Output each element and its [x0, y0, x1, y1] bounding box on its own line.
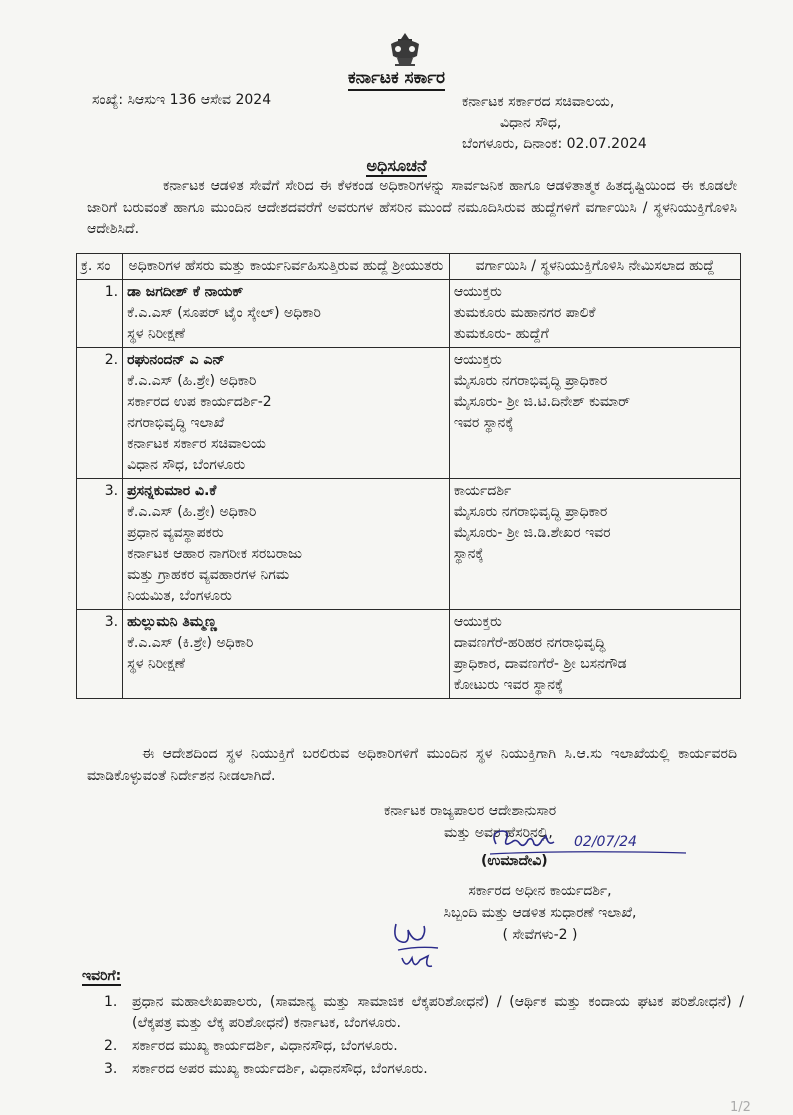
posting-detail: ಮೈಸೂರು ನಗರಾಭಿವೃದ್ಧಿ ಪ್ರಾಧಿಕಾರ — [453, 504, 608, 520]
posting-detail: ಮೈಸೂರು- ಶ್ರೀ ಜಿ.ಟಿ.ದಿನೇಶ್ ಕುಮಾರ್ — [453, 394, 631, 410]
officer-detail: ವಿಧಾನ ಸೌಧ, ಬೆಂಗಳೂರು — [127, 457, 246, 473]
officer-cell — [123, 479, 450, 610]
posting-detail: ಆಯುಕ್ತರು — [453, 352, 502, 368]
posting-detail: ತುಮಕೂರು- ಹುದ್ದೆಗೆ — [453, 326, 549, 342]
list-item-text: ಪ್ರಧಾನ ಮಹಾಲೇಖಪಾಲರು, (ಸಾಮಾನ್ಯ ಮತ್ತು ಸಾಮಾಜಿಕ ಲೆಕ್ಕಪರಿಶೋಧನೆ) / (ಆರ್ಥಿಕ ಮತ್ತು ಕಂದಾಯ ಘಟಕ ಪರಿಶೋಧನೆ) / (ಲೆಕ್ಕಪತ್ರ ಮತ್ತು ಲೆಕ್ಕ ಪರಿಶೋಧನೆ) ಕರ್ನಾಟಕ, ಬೆಂಗಳೂರು. — [132, 994, 744, 1031]
order-line: ಮತ್ತು ಅವರ ಹೆಸರಿನಲ್ಲಿ, — [444, 825, 553, 841]
page-indicator: 1/2 — [730, 1100, 751, 1115]
officer-detail: ನಗರಾಭಿವೃದ್ಧಿ ಇಲಾಖೆ — [127, 415, 225, 431]
list-item-number: 3. — [104, 1061, 118, 1077]
posting-detail: ತುಮಕೂರು ಮಹಾನಗರ ಪಾಲಿಕೆ — [453, 305, 596, 321]
posting-detail: ಮೈಸೂರು ನಗರಾಭಿವೃದ್ಧಿ ಪ್ರಾಧಿಕಾರ — [453, 373, 608, 389]
transfer-table — [76, 253, 741, 699]
officer-detail: ಕೆ.ಎ.ಎಸ್ (ಸೂಪರ್ ಟೈಂ ಸ್ಕೇಲ್) ಅಧಿಕಾರಿ — [127, 305, 321, 321]
officer-name: ರಘುನಂದನ್ ಎ ಎನ್ — [127, 352, 225, 368]
posting-cell — [449, 280, 740, 348]
list-item — [104, 1036, 744, 1057]
signatory-name: (ಉಮಾದೇವಿ) — [481, 853, 548, 869]
reference-number: ಸಂಖ್ಯೆ: ಸಿಆಸುಇ 136 ಆಸೇವ 2024 — [92, 92, 272, 108]
row-serial: 2. — [77, 348, 123, 479]
table-row — [77, 280, 741, 348]
officer-name: ಪ್ರಸನ್ನಕುಮಾರ ವಿ.ಕೆ — [127, 483, 217, 499]
signature-date: 02/07/24 — [574, 834, 637, 850]
designation-line: ( ಸೇವೆಗಳು-2 ) — [502, 927, 578, 943]
header-serial: ಕ್ರ. ಸಂ — [77, 254, 123, 280]
officer-cell — [123, 348, 450, 479]
officer-cell — [123, 280, 450, 348]
posting-detail: ದಾವಣಗೆರೆ-ಹರಿಹರ ನಗರಾಭಿವೃದ್ಧಿ — [453, 635, 606, 651]
officer-detail: ಕೆ.ಎ.ಎಸ್ (ಕಿ.ಶ್ರೇ) ಅಧಿಕಾರಿ — [127, 635, 254, 651]
posting-detail: ಆಯುಕ್ತರು — [453, 614, 502, 630]
list-item-number: 1. — [104, 994, 118, 1010]
handwritten-initials — [388, 918, 448, 976]
list-item — [104, 992, 744, 1034]
issuing-office-address — [462, 92, 647, 155]
address-line: ಬೆಂಗಳೂರು, ದಿನಾಂಕ: 02.07.2024 — [462, 136, 647, 152]
table-row — [77, 610, 741, 699]
notification-title: ಅಧಿಸೂಚನೆ — [366, 156, 427, 175]
header-posting: ವರ್ಗಾಯಿಸಿ / ಸ್ಥಳನಿಯುಕ್ತಿಗೊಳಿಸಿ ನೇಮಿಸಲಾದ ಹುದ್ದೆ — [449, 254, 740, 280]
row-serial: 3. — [77, 479, 123, 610]
designation-line: ಸರ್ಕಾರದ ಅಧೀನ ಕಾರ್ಯದರ್ಶಿ, — [468, 883, 612, 899]
officer-detail: ಸ್ಥಳ ನಿರೀಕ್ಷಣೆ — [127, 326, 185, 342]
officer-detail: ಸರ್ಕಾರದ ಉಪ ಕಾರ್ಯದರ್ಶಿ-2 — [127, 394, 272, 410]
address-line: ಕರ್ನಾಟಕ ಸರ್ಕಾರದ ಸಚಿವಾಲಯ, — [462, 94, 615, 110]
officer-detail: ಸ್ಥಳ ನಿರೀಕ್ಷಣೆ — [127, 656, 185, 672]
posting-detail: ಆಯುಕ್ತರು — [453, 284, 502, 300]
state-emblem-icon — [383, 30, 427, 68]
officer-name: ಹುಲ್ಲುಮನಿ ತಿಮ್ಮಣ್ಣ — [127, 614, 217, 630]
table-row — [77, 348, 741, 479]
government-title: ಕರ್ನಾಟಕ ಸರ್ಕಾರ — [0, 68, 793, 88]
notification-body: ಕರ್ನಾಟಕ ಆಡಳಿತ ಸೇವೆಗೆ ಸೇರಿದ ಈ ಕೆಳಕಂಡ ಅಧಿಕಾರಿಗಳನ್ನು ಸಾರ್ವಜನಿಕ ಹಾಗೂ ಆಡಳಿತಾತ್ಮಕ ಹಿತದೃಷ್ಟಿಯಿಂದ ಈ ಕೂಡಲೇ ಜಾರಿಗೆ ಬರುವಂತೆ ಹಾಗೂ ಮುಂದಿನ ಆದೇಶದವರೆಗೆ ಅವರುಗಳ ಹೆಸರಿನ ಮುಂದೆ ನಮೂದಿಸಿರುವ ಹುದ್ದೆಗಳಿಗೆ ವರ್ಗಾಯಿಸಿ / ಸ್ಥಳನಿಯುಕ್ತಿಗೊಳಿಸಿ ಆದೇಶಿಸಿದೆ. — [87, 178, 737, 237]
table-header-row — [77, 254, 741, 280]
posting-cell — [449, 479, 740, 610]
list-item-text: ಸರ್ಕಾರದ ಅಪರ ಮುಖ್ಯ ಕಾರ್ಯದರ್ಶಿ, ವಿಧಾನಸೌಧ, ಬೆಂಗಳೂರು. — [132, 1061, 428, 1077]
order-line: ಕರ್ನಾಟಕ ರಾಜ್ಯಪಾಲರ ಆದೇಶಾನುಸಾರ — [384, 803, 557, 819]
officer-name: ಡಾ ಜಗದೀಶ್ ಕೆ ನಾಯಕ್ — [127, 284, 244, 300]
posting-detail: ಸ್ಥಾನಕ್ಕೆ — [453, 546, 484, 562]
address-line: ವಿಧಾನ ಸೌಧ, — [500, 115, 562, 131]
posting-detail: ಕಾರ್ಯದರ್ಶಿ — [453, 483, 512, 499]
posting-detail: ಮೈಸೂರು- ಶ್ರೀ ಜಿ.ಡಿ.ಶೇಖರ ಇವರ — [453, 525, 611, 541]
posting-cell — [449, 610, 740, 699]
posting-detail: ಪ್ರಾಧಿಕಾರ, ದಾವಣಗೆರೆ- ಶ್ರೀ ಬಸನಗೌಡ — [453, 656, 627, 672]
row-serial: 1. — [77, 280, 123, 348]
designation-line: ಸಿಬ್ಬಂದಿ ಮತ್ತು ಆಡಳಿತ ಸುಧಾರಣೆ ಇಲಾಖೆ, — [443, 905, 637, 921]
officer-detail: ಪ್ರಧಾನ ವ್ಯವಸ್ಥಾಪಕರು — [127, 525, 224, 541]
officer-detail: ಕರ್ನಾಟಕ ಸರ್ಕಾರ ಸಚಿವಾಲಯ — [127, 436, 266, 452]
copy-to-list — [104, 992, 744, 1082]
posting-detail: ಇವರ ಸ್ಥಾನಕ್ಕೆ — [453, 415, 514, 431]
row-serial: 3. — [77, 610, 123, 699]
officer-detail: ಮತ್ತು ಗ್ರಾಹಕರ ವ್ಯವಹಾರಗಳ ನಿಗಮ — [127, 567, 290, 583]
list-item-text: ಸರ್ಕಾರದ ಮುಖ್ಯ ಕಾರ್ಯದರ್ಶಿ, ವಿಧಾನಸೌಧ, ಬೆಂಗಳೂರು. — [132, 1038, 398, 1054]
officer-detail: ನಿಯಮಿತ, ಬೆಂಗಳೂರು — [127, 588, 232, 604]
officer-detail: ಕೆ.ಎ.ಎಸ್ (ಹಿ.ಶ್ರೇ) ಅಧಿಕಾರಿ — [127, 504, 257, 520]
list-item — [104, 1059, 744, 1080]
list-item-number: 2. — [104, 1038, 118, 1054]
officer-detail: ಕೆ.ಎ.ಎಸ್ (ಹಿ.ಶ್ರೇ) ಅಧಿಕಾರಿ — [127, 373, 257, 389]
posting-detail: ಕೋಟುರು ಇವರ ಸ್ಥಾನಕ್ಕೆ — [453, 677, 564, 693]
officer-cell — [123, 610, 450, 699]
reporting-directive: ಈ ಆದೇಶದಿಂದ ಸ್ಥಳ ನಿಯುಕ್ತಿಗೆ ಬರಲಿರುವ ಅಧಿಕಾರಿಗಳಿಗೆ ಮುಂದಿನ ಸ್ಥಳ ನಿಯುಕ್ತಿಗಾಗಿ ಸಿ.ಆ.ಸು ಇಲಾಖೆಯಲ್ಲಿ ಕಾರ್ಯವರದಿ ಮಾಡಿಕೊಳ್ಳುವಂತೆ ನಿರ್ದೇಶನ ನೀಡಲಾಗಿದೆ. — [87, 746, 737, 784]
copy-to-heading: ಇವರಿಗೆ: — [82, 968, 122, 984]
officer-detail: ಕರ್ನಾಟಕ ಆಹಾರ ನಾಗರೀಕ ಸರಬರಾಜು — [127, 546, 302, 562]
header-officer: ಅಧಿಕಾರಿಗಳ ಹೆಸರು ಮತ್ತು ಕಾರ್ಯನಿರ್ವಹಿಸುತ್ತಿರುವ ಹುದ್ದೆ ಶ್ರೀಯುತರು — [123, 254, 450, 280]
posting-cell — [449, 348, 740, 479]
table-row — [77, 479, 741, 610]
